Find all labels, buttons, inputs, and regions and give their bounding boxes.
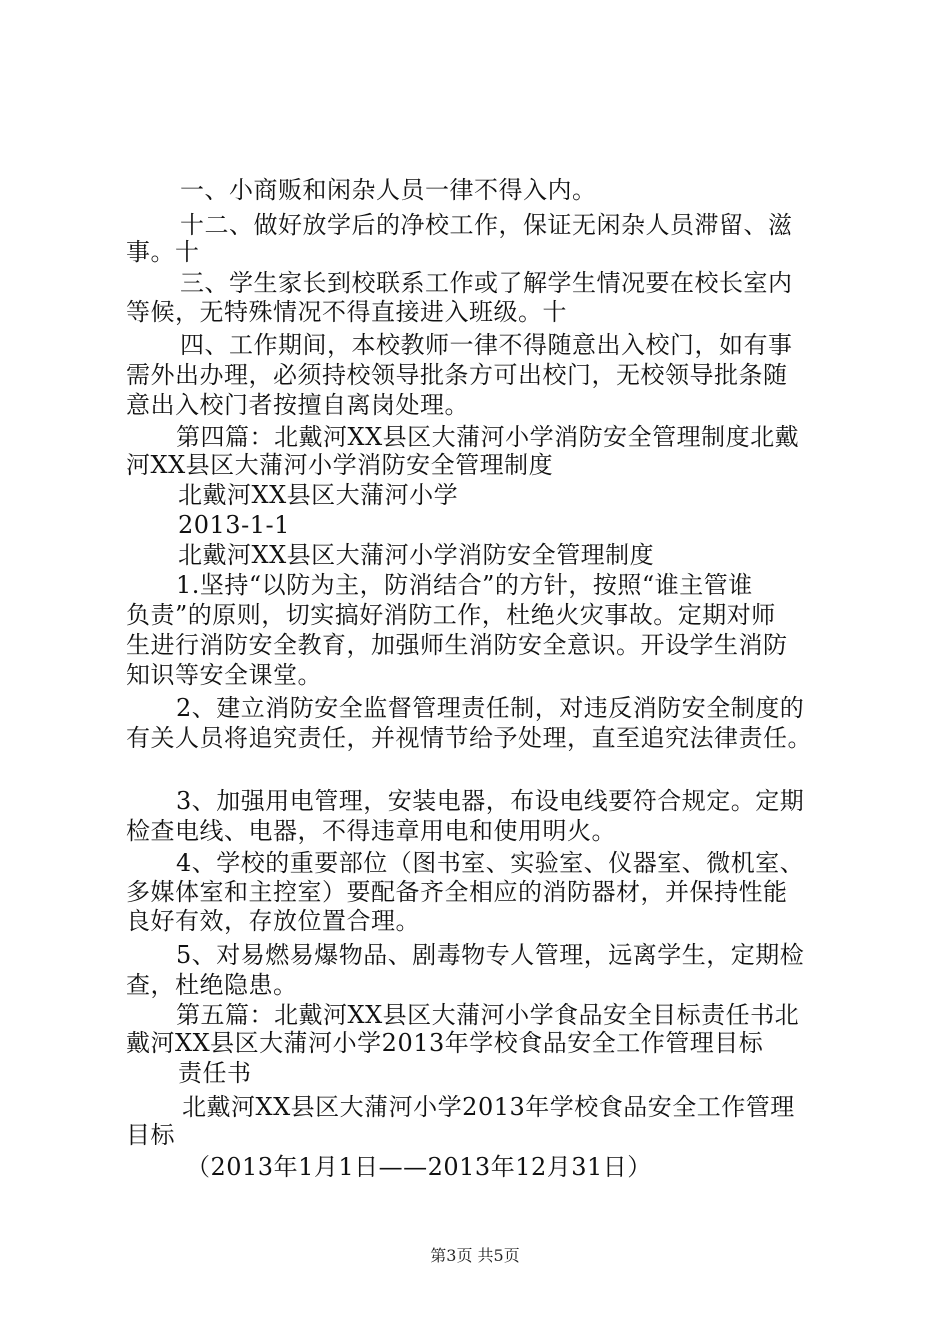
text-line: 河XX县区大蒲河小学消防安全管理制度 bbox=[126, 451, 554, 479]
text-line: 一、小商贩和闲杂人员一律不得入内。 bbox=[180, 176, 597, 204]
date-range: （2013年1月1日——2013年12月31日） bbox=[186, 1153, 652, 1181]
document-title: 北戴河XX县区大蒲河小学消防安全管理制度 bbox=[178, 541, 655, 569]
text-line: 四、工作期间，本校教师一律不得随意出入校门，如有事 bbox=[180, 331, 793, 359]
text-line: 生进行消防安全教育，加强师生消防安全意识。开设学生消防 bbox=[126, 631, 788, 659]
text-line: 2、建立消防安全监督管理责任制，对违反消防安全制度的 bbox=[176, 694, 805, 722]
section-heading-5: 第五篇：北戴河XX县区大蒲河小学食品安全目标责任书北 bbox=[176, 1001, 800, 1029]
text-line: 需外出办理，必须持校领导批条方可出校门，无校领导批条随 bbox=[126, 361, 788, 389]
text-line: 事。十 bbox=[126, 238, 200, 266]
text-line: 目标 bbox=[126, 1121, 175, 1149]
text-line: 多媒体室和主控室）要配备齐全相应的消防器材，并保持性能 bbox=[126, 878, 788, 906]
text-line: 有关人员将追究责任，并视情节给予处理，直至追究法律责任。 bbox=[126, 724, 812, 752]
text-line: 北戴河XX县区大蒲河小学2013年学校食品安全工作管理 bbox=[182, 1093, 795, 1121]
document-date: 2013-1-1 bbox=[178, 511, 290, 539]
text-line: 意出入校门者按擅自离岗处理。 bbox=[126, 391, 469, 419]
text-line: 良好有效，存放位置合理。 bbox=[126, 907, 420, 935]
text-line: 三、学生家长到校联系工作或了解学生情况要在校长室内 bbox=[180, 269, 793, 297]
school-name: 北戴河XX县区大蒲河小学 bbox=[178, 481, 459, 509]
text-line: 1.坚持“以防为主，防消结合”的方针，按照“谁主管谁 bbox=[176, 571, 753, 599]
text-line: 4、学校的重要部位（图书室、实验室、仪器室、微机室、 bbox=[176, 849, 805, 877]
text-line: 负责”的原则，切实搞好消防工作，杜绝火灾事故。定期对师 bbox=[126, 601, 776, 629]
text-line: 等候，无特殊情况不得直接进入班级。十 bbox=[126, 298, 567, 326]
section-heading-4: 第四篇：北戴河XX县区大蒲河小学消防安全管理制度北戴 bbox=[176, 423, 800, 451]
text-line: 查，杜绝隐患。 bbox=[126, 971, 298, 999]
text-line: 十二、做好放学后的净校工作，保证无闲杂人员滞留、滋 bbox=[180, 211, 793, 239]
text-line: 检查电线、电器，不得违章用电和使用明火。 bbox=[126, 817, 616, 845]
page-footer: 第3页 共5页 bbox=[430, 1246, 520, 1265]
text-line: 知识等安全课堂。 bbox=[126, 661, 322, 689]
text-line: 责任书 bbox=[178, 1059, 252, 1087]
text-line: 戴河XX县区大蒲河小学2013年学校食品安全工作管理目标 bbox=[126, 1029, 764, 1057]
text-line: 5、对易燃易爆物品、剧毒物专人管理，远离学生，定期检 bbox=[176, 941, 805, 969]
text-line: 3、加强用电管理，安装电器，布设电线要符合规定。定期 bbox=[176, 787, 805, 815]
